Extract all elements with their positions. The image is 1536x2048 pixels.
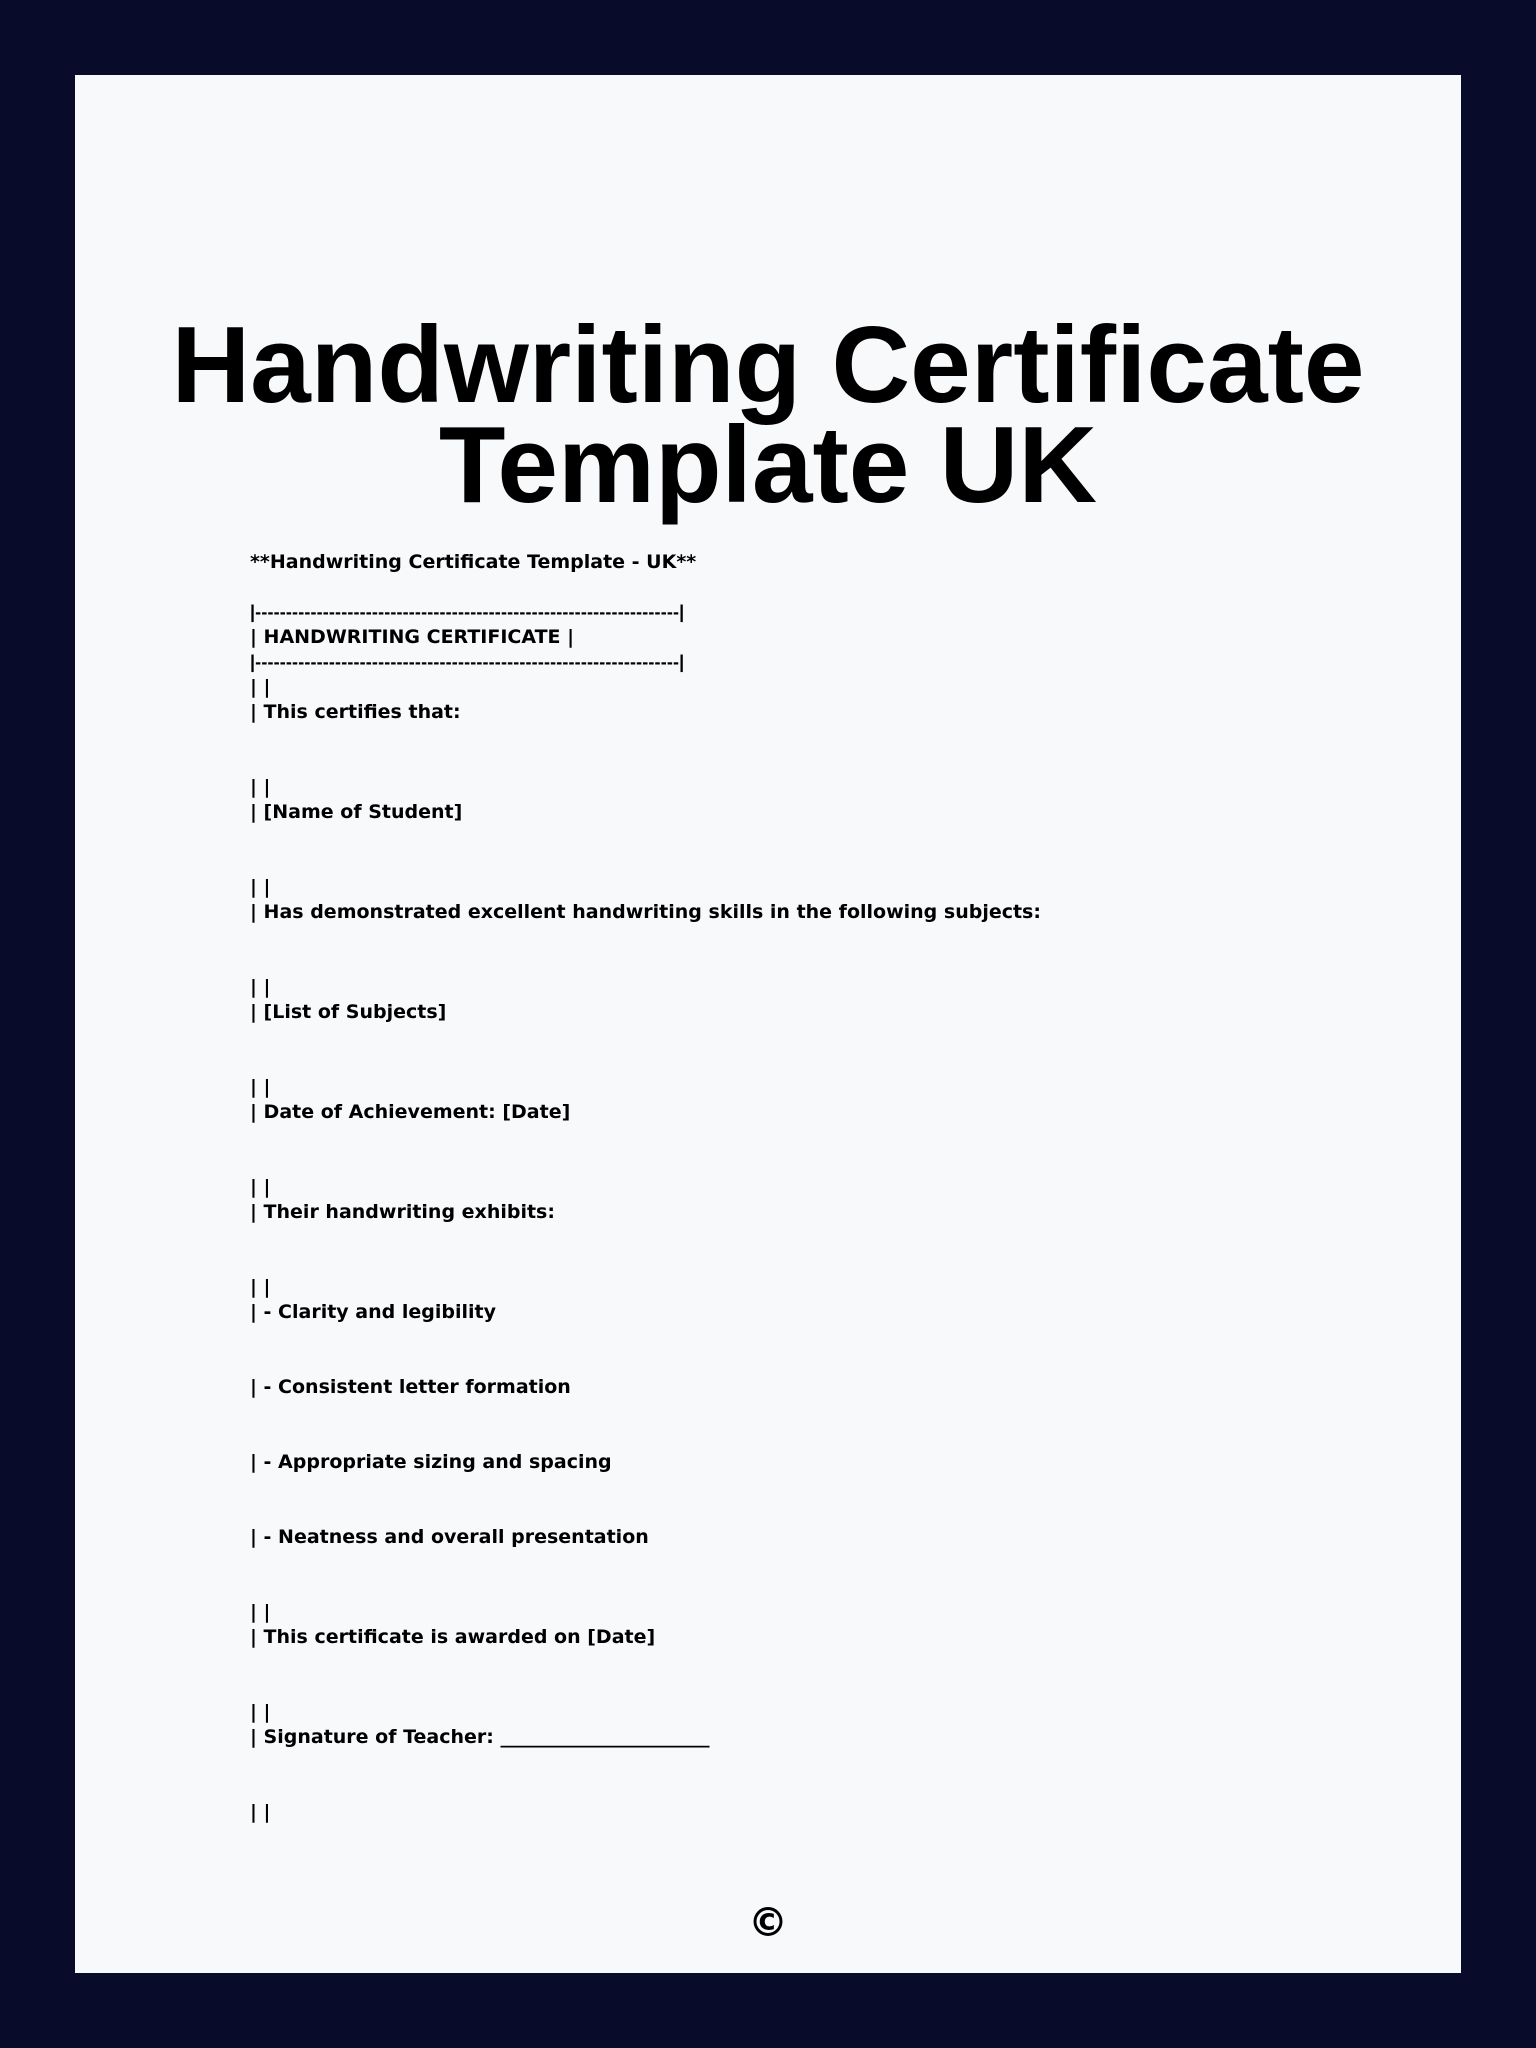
- document-heading: **Handwriting Certificate Template - UK**: [250, 551, 697, 573]
- spacer-line: | |: [250, 1801, 271, 1823]
- spacer-line: | |: [250, 1076, 271, 1098]
- copyright-icon: ©: [748, 1900, 788, 1946]
- certificate-title: | HANDWRITING CERTIFICATE |: [250, 626, 575, 648]
- student-name-placeholder: | [Name of Student]: [250, 801, 463, 823]
- border-rule-top: |---------------------------------------------------------------------|: [250, 602, 685, 622]
- certifies-line: | This certifies that:: [250, 701, 461, 723]
- list-item-clarity: | - Clarity and legibility: [250, 1301, 496, 1323]
- teacher-signature-line: | Signature of Teacher: ______________________: [250, 1726, 710, 1748]
- demonstrated-line: | Has demonstrated excellent handwriting skills in the following subjects:: [250, 901, 1041, 923]
- exhibits-line: | Their handwriting exhibits:: [250, 1201, 555, 1223]
- spacer-line: | |: [250, 1276, 271, 1298]
- spacer-line: | |: [250, 1701, 271, 1723]
- achievement-date-line: | Date of Achievement: [Date]: [250, 1101, 571, 1123]
- page-title: Handwriting Certificate Template UK: [171, 304, 1365, 526]
- spacer-line: | |: [250, 1601, 271, 1623]
- spacer-line: | |: [250, 876, 271, 898]
- list-item-neatness: | - Neatness and overall presentation: [250, 1526, 649, 1548]
- spacer-line: | |: [250, 676, 271, 698]
- spacer-line: | |: [250, 976, 271, 998]
- spacer-line: | |: [250, 1176, 271, 1198]
- border-rule-bottom: |---------------------------------------------------------------------|: [250, 652, 685, 672]
- subjects-placeholder: | [List of Subjects]: [250, 1001, 447, 1023]
- list-item-sizing: | - Appropriate sizing and spacing: [250, 1451, 612, 1473]
- certificate-page: [75, 75, 1461, 1973]
- list-item-consistent: | - Consistent letter formation: [250, 1376, 571, 1398]
- spacer-line: | |: [250, 776, 271, 798]
- awarded-line: | This certificate is awarded on [Date]: [250, 1626, 656, 1648]
